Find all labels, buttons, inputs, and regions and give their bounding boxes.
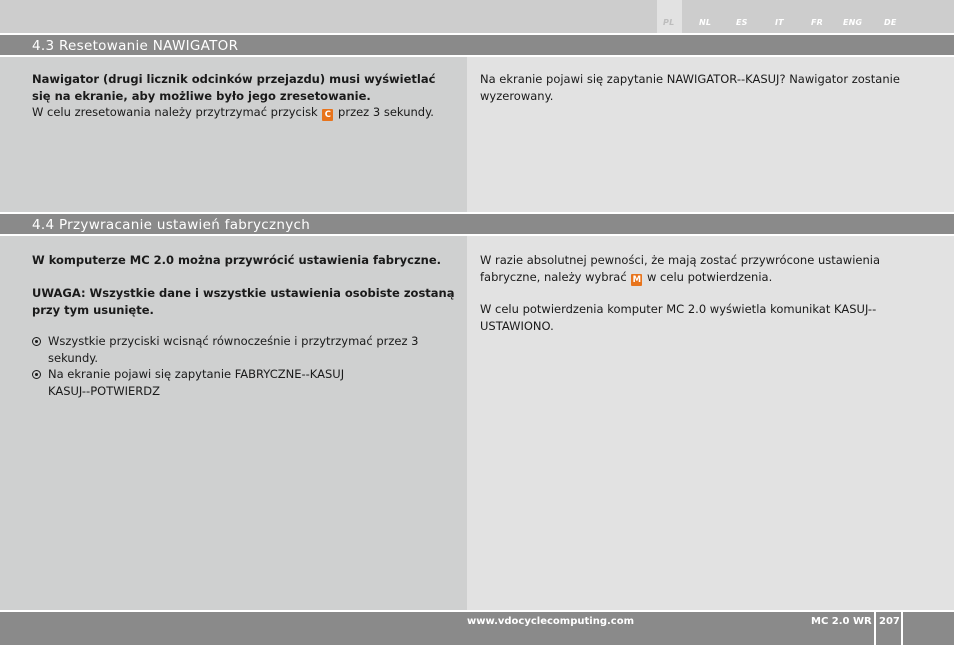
footer-divider bbox=[901, 612, 903, 645]
section-44-header bbox=[0, 212, 954, 234]
section-43-header bbox=[0, 33, 954, 55]
bullet-circle-icon bbox=[32, 370, 41, 379]
section-44-bold-text-1: W komputerze MC 2.0 można przywrócić ustawienia fabryczne. bbox=[32, 253, 442, 267]
section-44-text-before-key: W razie absolutnej pewności, że mają zostać przywrócone ustawienia fabryczne, należy wybrać bbox=[480, 253, 880, 284]
footer-url-link[interactable]: www.vdocyclecomputing.com bbox=[467, 616, 635, 627]
page-footer bbox=[0, 610, 954, 645]
section-43-right-text: Na ekranie pojawi się zapytanie NAWIGATOR--KASUJ? Nawigator zostanie wyzerowany. bbox=[480, 72, 900, 103]
section-43-text-before-key: W celu zresetowania należy przytrzymać przycisk bbox=[32, 105, 318, 119]
footer-model: MC 2.0 WR bbox=[811, 616, 872, 627]
lang-fr[interactable]: FR bbox=[811, 18, 824, 27]
language-bar bbox=[0, 0, 954, 33]
page-number: 207 bbox=[879, 616, 900, 627]
c-key-icon: C bbox=[322, 109, 333, 121]
lang-nl[interactable]: NL bbox=[699, 18, 712, 27]
section-43-left-text bbox=[32, 71, 457, 121]
bullet-circle-icon bbox=[32, 337, 41, 346]
section-44-bold-text-2: UWAGA: Wszystkie dane i wszystkie ustawienia osobiste zostaną przy tym usunięte. bbox=[32, 286, 455, 317]
lang-it[interactable]: IT bbox=[775, 18, 784, 27]
lang-es[interactable]: ES bbox=[736, 18, 748, 27]
list-item bbox=[32, 333, 452, 366]
list-item bbox=[32, 366, 452, 399]
section-43-left-panel bbox=[0, 57, 467, 212]
lang-eng[interactable]: ENG bbox=[843, 18, 863, 27]
section-44-title: 4.4 Przywracanie ustawień fabrycznych bbox=[32, 217, 311, 233]
m-key-icon: M bbox=[632, 274, 642, 285]
lang-de[interactable]: DE bbox=[884, 18, 897, 27]
section-44-right-paragraph-2: W celu potwierdzenia komputer MC 2.0 wyświetla komunikat KASUJ--USTAWIONO. bbox=[480, 302, 877, 333]
active-language-highlight bbox=[657, 0, 682, 33]
lang-pl[interactable]: PL bbox=[663, 18, 675, 27]
section-44-right-paragraph-1 bbox=[480, 252, 905, 286]
list-item-text: Na ekranie pojawi się zapytanie FABRYCZNE--KASUJ KASUJ--POTWIERDZ bbox=[48, 367, 345, 398]
list-item-text: Wszystkie przyciski wcisnąć równocześnie i przytrzymać przez 3 sekundy. bbox=[48, 334, 419, 365]
section-43-text-after-key: przez 3 sekundy. bbox=[338, 105, 434, 119]
section-44-left-panel bbox=[0, 236, 467, 610]
section-44-text-after-key: w celu potwierdzenia. bbox=[647, 269, 773, 284]
section-43-title: 4.3 Resetowanie NAWIGATOR bbox=[32, 38, 239, 54]
section-43-right-panel bbox=[467, 57, 954, 212]
section-43-bold-text: Nawigator (drugi licznik odcinków przejazdu) musi wyświetlać się na ekranie, aby możliwe było jego zresetowanie. bbox=[32, 72, 436, 103]
footer-divider bbox=[874, 612, 876, 645]
section-44-right-panel bbox=[467, 236, 954, 610]
